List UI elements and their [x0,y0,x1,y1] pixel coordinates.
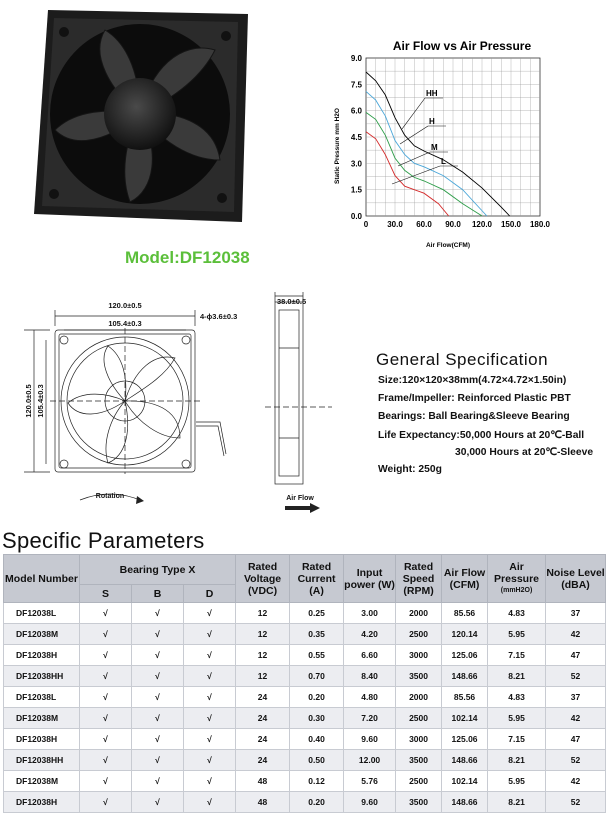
table-cell-model: DF12038M [4,708,80,729]
airflow-label: Air Flow [286,495,314,502]
table-cell-a: 0.35 [290,624,344,645]
chart-series-hh [366,72,510,216]
chart-xlabel: Air Flow(CFM) [425,242,471,249]
chart-legend [392,89,458,184]
table-row [4,645,606,666]
table-cell-v: 12 [236,624,290,645]
table-cell-p: 7.15 [488,645,546,666]
table-cell-b: √ [132,729,184,750]
table-cell-model: DF12038HH [4,666,80,687]
chart-xtick: 180.0 [529,220,551,229]
table-cell-cfm: 148.66 [442,792,488,813]
table-cell-s: √ [80,624,132,645]
table-cell-rpm: 2500 [396,624,442,645]
header-model: Model Number [4,555,80,603]
table-cell-model: DF12038M [4,771,80,792]
chart-lines [366,72,510,216]
table-cell-s: √ [80,687,132,708]
table-row [4,603,606,624]
table-cell-rpm: 2000 [396,687,442,708]
header-pressure-unit: (mmH2O) [500,586,533,594]
table-row [4,687,606,708]
fan-photo [30,10,248,222]
table-cell-d: √ [184,687,236,708]
table-cell-db: 47 [546,729,606,750]
table-cell-cfm: 148.66 [442,666,488,687]
table-cell-d: √ [184,792,236,813]
table-cell-db: 52 [546,792,606,813]
table-cell-cfm: 85.56 [442,687,488,708]
chart-ytick: 6.0 [350,106,362,116]
table-cell-db: 52 [546,750,606,771]
table-cell-db: 42 [546,624,606,645]
chart-ytick: 4.5 [350,133,362,142]
table-row [4,771,606,792]
table-cell-d: √ [184,645,236,666]
chart-xtick: 90.0 [445,220,461,229]
table-cell-b: √ [132,687,184,708]
chart-xtick: 0 [363,220,369,229]
table-cell-w: 7.20 [344,708,396,729]
table-cell-w: 12.00 [344,750,396,771]
table-cell-rpm: 3500 [396,792,442,813]
table-cell-db: 42 [546,708,606,729]
table-cell-rpm: 3000 [396,729,442,750]
header-flow: Air Flow (CFM) [442,555,488,603]
table-cell-cfm: 120.14 [442,624,488,645]
table-cell-w: 4.80 [344,687,396,708]
table-cell-b: √ [132,624,184,645]
chart-xtick: 150.0 [500,220,522,229]
header-current: Rated Current (A) [290,555,344,603]
table-cell-rpm: 2500 [396,708,442,729]
table-cell-a: 0.70 [290,666,344,687]
table-cell-model: DF12038L [4,603,80,624]
table-cell-s: √ [80,708,132,729]
dim-height-hole: 105.4±0.3 [36,384,45,418]
dim-width-hole: 105.4±0.3 [108,319,142,328]
table-cell-w: 8.40 [344,666,396,687]
table-cell-v: 24 [236,687,290,708]
table-cell-b: √ [132,792,184,813]
table-cell-a: 0.55 [290,645,344,666]
header-power: Input power (W) [344,555,396,603]
table-cell-cfm: 102.14 [442,771,488,792]
table-cell-model: DF12038H [4,729,80,750]
model-label: Model:DF12038 [125,248,250,267]
table-cell-v: 48 [236,792,290,813]
table-cell-w: 3.00 [344,603,396,624]
table-cell-cfm: 125.06 [442,645,488,666]
table-cell-b: √ [132,603,184,624]
table-cell-db: 52 [546,666,606,687]
chart-series-label: H [429,117,435,126]
table-cell-v: 24 [236,729,290,750]
table-cell-p: 4.83 [488,687,546,708]
table-cell-s: √ [80,750,132,771]
table-row [4,624,606,645]
chart-ytick: 7.5 [350,80,362,90]
table-row [4,729,606,750]
table-cell-db: 47 [546,645,606,666]
table-cell-d: √ [184,729,236,750]
dimension-drawing [20,288,350,520]
chart-series-label: M [431,143,438,152]
table-row [4,708,606,729]
chart-leader-m [398,152,430,166]
table-cell-b: √ [132,708,184,729]
performance-chart [330,34,580,250]
table-cell-v: 12 [236,645,290,666]
spec-title: General Specification [376,350,549,369]
table-row [4,666,606,687]
table-row [4,792,606,813]
table-cell-model: DF12038H [4,645,80,666]
table-cell-rpm: 3500 [396,750,442,771]
table-cell-s: √ [80,729,132,750]
table-cell-b: √ [132,666,184,687]
chart-xtick: 30.0 [387,220,403,229]
chart-ytick: 1.5 [350,185,362,195]
table-cell-w: 6.60 [344,645,396,666]
spec-weight: Weight: 250g [378,464,442,475]
table-cell-p: 5.95 [488,771,546,792]
chart-ylabel: Static Pressure mm H2O [334,108,341,184]
chart-leader-hh [402,98,425,129]
table-cell-p: 8.21 [488,792,546,813]
table-cell-d: √ [184,750,236,771]
table-cell-w: 9.60 [344,792,396,813]
table-cell-a: 0.20 [290,687,344,708]
table-cell-p: 7.15 [488,729,546,750]
table-cell-model: DF12038M [4,624,80,645]
table-cell-w: 9.60 [344,729,396,750]
table-cell-cfm: 102.14 [442,708,488,729]
dim-height-outer: 120.0±0.5 [24,384,33,418]
header-pressure [488,555,546,603]
spec-size: Size:120×120×38mm(4.72×4.72×1.50in) [378,375,567,386]
spec-bearings: Bearings: Ball Bearing&Sleeve Bearing [378,411,570,422]
table-cell-rpm: 2500 [396,771,442,792]
table-cell-a: 0.30 [290,708,344,729]
header-s: S [80,585,132,603]
header-speed: Rated Speed (RPM) [396,555,442,603]
table-cell-d: √ [184,603,236,624]
table-cell-s: √ [80,603,132,624]
table-cell-cfm: 148.66 [442,750,488,771]
table-cell-a: 0.25 [290,603,344,624]
chart-ytick: 9.0 [350,54,362,63]
table-cell-d: √ [184,771,236,792]
table-cell-a: 0.12 [290,771,344,792]
params-title: Specific Parameters [2,528,205,553]
table-row [4,750,606,771]
dim-holes: 4-ϕ3.6±0.3 [200,312,238,321]
table-cell-rpm: 2000 [396,603,442,624]
spec-life-sleeve: 30,000 Hours at 20℃-Sleeve [455,447,594,458]
table-cell-s: √ [80,792,132,813]
chart-ytick: 0.0 [350,212,362,221]
table-cell-d: √ [184,708,236,729]
table-cell-a: 0.50 [290,750,344,771]
table-cell-p: 8.21 [488,750,546,771]
table-cell-p: 4.83 [488,603,546,624]
spec-material: Frame/Impeller: Reinforced Plastic PBT [378,393,571,404]
table-cell-model: DF12038L [4,687,80,708]
table-cell-cfm: 125.06 [442,729,488,750]
table-cell-cfm: 85.56 [442,603,488,624]
chart-ytick: 3.0 [350,159,362,169]
table-cell-v: 12 [236,603,290,624]
header-noise: Noise Level (dBA) [546,555,606,603]
table-cell-v: 24 [236,750,290,771]
table-cell-v: 12 [236,666,290,687]
table-cell-p: 5.95 [488,624,546,645]
chart-xtick: 120.0 [471,220,493,229]
chart-grid [366,58,540,216]
table-cell-db: 37 [546,603,606,624]
header-d: D [184,585,236,603]
table-cell-p: 5.95 [488,708,546,729]
table-cell-a: 0.40 [290,729,344,750]
table-cell-b: √ [132,645,184,666]
chart-xtick: 60.0 [416,220,432,229]
params-body [4,603,606,813]
table-cell-model: DF12038H [4,792,80,813]
chart-series-label: L [441,157,446,166]
table-cell-db: 37 [546,687,606,708]
header-voltage: Rated Voltage (VDC) [236,555,290,603]
table-cell-rpm: 3500 [396,666,442,687]
table-cell-d: √ [184,624,236,645]
table-cell-s: √ [80,645,132,666]
table-cell-b: √ [132,750,184,771]
table-cell-a: 0.20 [290,792,344,813]
header-b: B [132,585,184,603]
table-cell-db: 42 [546,771,606,792]
header-bearing: Bearing Type X [80,555,236,585]
table-cell-w: 5.76 [344,771,396,792]
table-cell-s: √ [80,771,132,792]
dim-width-outer: 120.0±0.5 [108,301,142,310]
table-cell-d: √ [184,666,236,687]
table-cell-rpm: 3000 [396,645,442,666]
spec-life-ball: Life Expectancy:50,000 Hours at 20℃-Ball [378,430,585,441]
dim-depth: 38.0±0.5 [277,297,307,306]
table-cell-b: √ [132,771,184,792]
rotation-label: Rotation [95,493,125,500]
chart-title: Air Flow vs Air Pressure [392,39,532,53]
table-cell-model: DF12038HH [4,750,80,771]
header-pressure-main: Air Pressure [494,560,539,585]
params-table [3,554,606,813]
table-cell-s: √ [80,666,132,687]
table-cell-p: 8.21 [488,666,546,687]
table-cell-v: 24 [236,708,290,729]
chart-series-label: HH [426,89,438,98]
table-cell-w: 4.20 [344,624,396,645]
chart-leader-l [392,166,440,184]
table-cell-v: 48 [236,771,290,792]
